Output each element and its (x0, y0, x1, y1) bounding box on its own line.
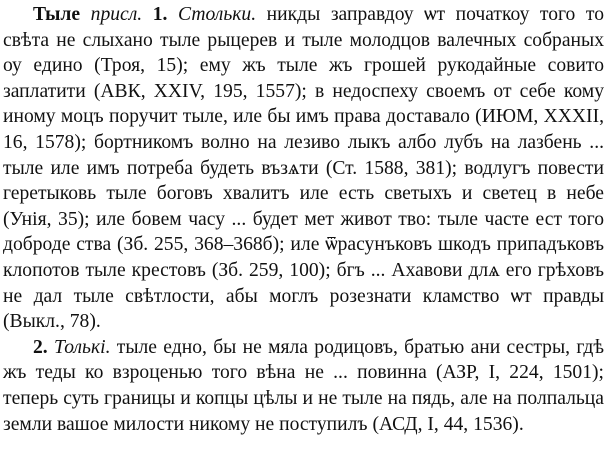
sense-number: 1. (152, 4, 168, 25)
grammar-label: присл. (90, 4, 143, 25)
sense-gloss: Стольки. (177, 4, 257, 25)
sense-quotations: тыле едно, бы не мяла родицовъ, братью ани сестры, гдѣ жъ теды ко взроценью того вѣна не ... повинна (АЗР, I, 224, 1501); теперь суть границы и копцы цѣлы и не тыле на пядь, але на полпальца земли вашое милости никому не поступилъ (АСД, I, 44, 1536). (3, 336, 604, 435)
sense-number: 2. (33, 336, 48, 358)
sense-2-paragraph (3, 335, 604, 437)
sense-gloss: Толькі. (54, 336, 111, 358)
sense-1-paragraph (3, 0, 604, 335)
headword: Тыле (33, 4, 81, 25)
sense-quotations: никды заправдоу ѡт початкоу того то свѣта не слыхано тыле рыцерев и тыле молодцов валечных собраных оу едино (Троя, 15); ему жъ тыле жъ грошей рукодайные совито заплатити (АВК, XXIV, 195, 1557); в недоспеху своемъ от себе кому иному моцъ поручит тыле, иле бы имъ права доставало (ИЮМ, XXXII, 16, 1578); бортникомъ волно на лезиво лыкъ албо лубъ на лазбень ... тыле иле имъ потреба будеть възѧти (Ст. 1588, 381); водлугъ повести геретыковь тыле боговъ хвалитъ иле есть светыхъ и светец в небе (Унія, 35); иле бовем часу ... будет мет живот тво: тыле часте ест того доброде ства (Зб. 255, 368–368б); иле ѿрасунъковъ шкодъ припадъковъ клопотов тыле крестовъ (Зб. 259, 100); бгъ ... Ахавови длѧ его грѣховъ не дал тыле свѣтлости, абы моглъ розезнати кламство ѡт правды (Выкл., 78). (3, 4, 604, 333)
